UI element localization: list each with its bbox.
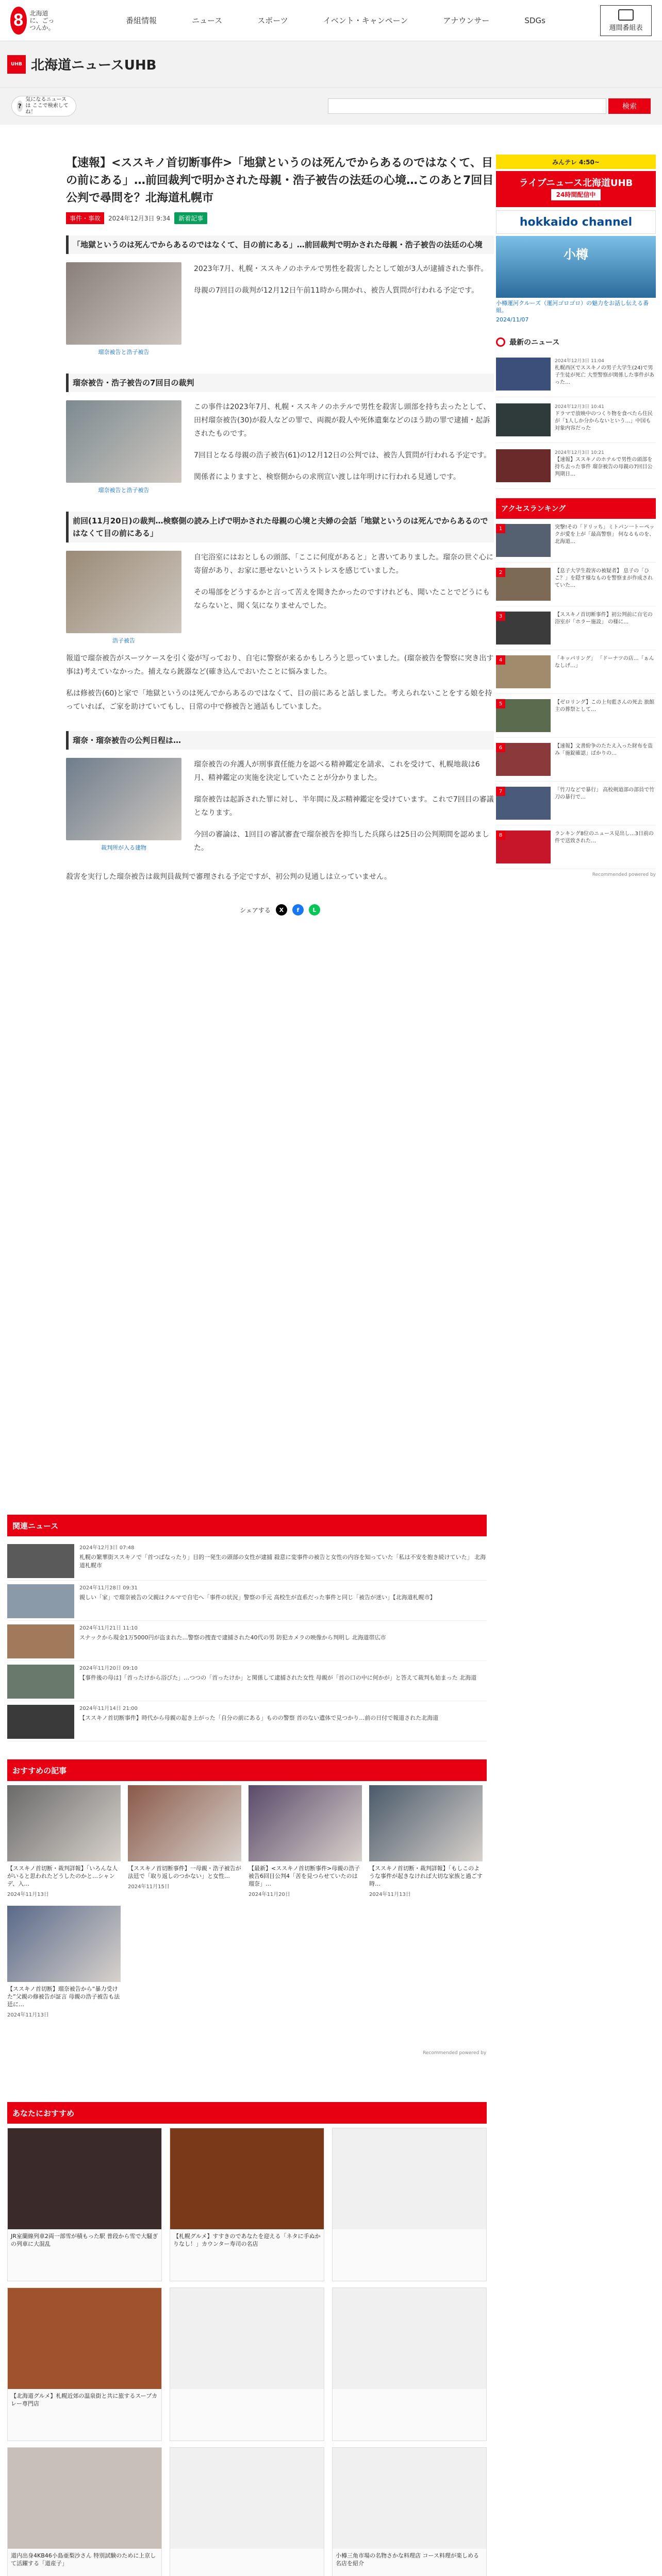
live-schedule-bar[interactable]: みんテレ 4:50~ (496, 155, 656, 169)
news-date: 2024年12月3日 10:21 (555, 450, 604, 455)
card-image (128, 1785, 241, 1861)
card-date: 2024年11月20日 (249, 1892, 290, 1897)
new-article-badge: 新着記事 (174, 212, 207, 224)
figure-row (66, 758, 494, 863)
figure (66, 758, 181, 863)
ranking-thumbnail (496, 787, 551, 820)
tile-image (333, 2448, 486, 2549)
for-you-tile[interactable] (332, 2447, 487, 2576)
article-section (66, 235, 494, 356)
nav-item-1[interactable]: ニュース (192, 15, 223, 25)
paragraph: 今回の審論は、1回目の審試審査で瑠奈被告を抑当した兵隊らは25日の公判期間を認めました。 (194, 831, 489, 852)
nav-item-5[interactable]: SDGs (524, 15, 545, 25)
paragraph: 関係者によりますと、検察側からの求刑宣い渡しは年明けに行われる見通しです。 (194, 473, 460, 481)
rank-number: 1 (496, 524, 505, 533)
main-menu (108, 0, 563, 41)
section-text-after (66, 652, 494, 714)
card-image (7, 1785, 121, 1861)
latest-news-title: 最新のニュース (509, 338, 560, 347)
logo-number: 8 (10, 7, 27, 35)
ranking-title: 【ゼロリング】この上旬藍さんの死去 旅館主の葬祭として… (555, 700, 655, 713)
article-photo[interactable] (66, 262, 181, 345)
news-thumbnail (496, 449, 551, 482)
ranking-thumbnail (496, 612, 551, 645)
related-news-item[interactable] (7, 1540, 487, 1581)
section-heading: 瑠奈被告・浩子被告の7回目の裁判 (66, 374, 494, 392)
ranking-title: 【速報】文書紛争のたたえ入った財布を盗み「施錠確認」ばかりの… (555, 743, 653, 756)
section-heading: 「地獄というのは死んでからあるのではなくて、目の前にある」…前回裁判で明かされた母親・浩子被告の法廷の心境 (66, 235, 494, 254)
ranking-item[interactable] (496, 650, 656, 694)
related-text (79, 1705, 438, 1737)
related-date: 2024年11月21日 11:10 (79, 1625, 138, 1631)
recommend-card[interactable] (369, 1785, 483, 1897)
section-text (194, 551, 494, 645)
tile-title: 【札幌グルメ】すすきのであなたを迎える「ネタに手ぬかりなし！」カウンター寿司の名店 (173, 2233, 321, 2247)
news-date: 2024年12月3日 11:04 (555, 359, 604, 364)
section-text-after (66, 870, 494, 884)
related-news-list (7, 1540, 487, 1741)
related-thumbnail (7, 1584, 74, 1618)
article-meta (66, 212, 494, 224)
tile-title: 小樽三角市場の名物さかな料理店 コース料理が楽しめる名店を紹介 (336, 2552, 479, 2567)
news-thumbnail (496, 403, 551, 436)
recommend-heading: おすすめの記事 (7, 1759, 487, 1781)
tile-image (8, 2288, 161, 2389)
ranking-item[interactable] (496, 519, 656, 563)
for-you-grid (7, 2128, 487, 2576)
tile-title (333, 2229, 486, 2235)
rank-number: 5 (496, 699, 505, 708)
ranking-thumbnail (496, 568, 551, 601)
related-date: 2024年11月20日 09:10 (79, 1666, 138, 1671)
paragraph: 瑠奈被告の弁護人が刑事責任能力を認べる精神鑑定を請求、これを受けて、札幌地裁は6月、精神鑑定の実施を決定していたことが分かりました。 (194, 760, 480, 782)
question-icon: ? (17, 100, 23, 112)
ranking-list (496, 519, 656, 869)
for-you-heading: あなたにおすすめ (7, 2102, 487, 2124)
news-text (555, 358, 656, 391)
card-image (369, 1785, 483, 1861)
category-tag[interactable]: 事件・事故 (66, 212, 104, 224)
paragraph: 瑠奈被告は起訴された罪に対し、半年間に及ぶ精神鑑定を受けています。これで7回目の審議となります。 (194, 795, 494, 817)
promo-banner[interactable] (496, 236, 656, 298)
sidebar (496, 155, 656, 877)
search-help-text: 気になるニュースは ここで検索してね！ (25, 97, 69, 115)
search-button[interactable]: 検索 (608, 98, 651, 114)
uhb-news-logo-icon[interactable]: UHB (7, 55, 26, 74)
tile-image (333, 2288, 486, 2389)
rank-number: 3 (496, 612, 505, 621)
rank-number: 2 (496, 568, 505, 577)
brand-name[interactable]: 北海道ニュースUHB (31, 58, 157, 73)
figure-row (66, 262, 494, 356)
card-date: 2024年11月15日 (128, 1884, 170, 1890)
x-share-icon[interactable]: X (276, 904, 287, 916)
for-you-tile[interactable] (332, 2287, 487, 2441)
recommend-card[interactable] (249, 1785, 362, 1897)
section-text (194, 262, 488, 356)
live-banner-title: ライブニュース北海道UHB (519, 178, 633, 189)
for-you-tile[interactable] (332, 2128, 487, 2281)
card-title: 【ススキノ首切断】瑠奈被告から“暴力受けた”父親の修被告が証言 母親の浩子被告も法廷に… (7, 1986, 120, 2008)
section-text (194, 758, 494, 863)
ranking-title: 突撃!その「ドリッち」ミトパン一トーペックが愛を上が「最高警察」 何なるものを、北海道… (555, 524, 655, 545)
nav-item-4[interactable]: アナウンサー (443, 15, 490, 25)
section-heading: 前回(11月20日)の裁判…検察側の読み上げで明かされた母親の心境と夫婦の会話「地獄というのは死んでからあるのではなくて目の前にある」 (66, 512, 494, 543)
tile-image (170, 2448, 324, 2549)
rank-number: 7 (496, 787, 505, 796)
latest-dot-icon (496, 337, 505, 347)
paragraph: 殺害を実行した瑠奈被告は裁判員裁判で審理される予定ですが、初公判の見通しは立っていません。 (66, 873, 391, 881)
tile-title: 道内出身4KB46小島亜梨沙さん 特別試験のために上京して活躍する「道産子」 (11, 2552, 156, 2567)
nav-item-2[interactable]: スポーツ (257, 15, 288, 25)
ranking-thumbnail (496, 743, 551, 776)
article-section (66, 731, 494, 884)
photo-caption: 裁判所が入る建物 (101, 844, 146, 851)
latest-news-item[interactable] (496, 443, 656, 489)
related-text (79, 1665, 476, 1697)
ranking-thumbnail (496, 831, 551, 863)
ranking-title: ランキング8位のニュース見出し…3日前の件で送致された… (555, 831, 654, 844)
related-text (79, 1544, 487, 1577)
paragraph: 母親の7回目の裁判が12月12日午前11時から開かれ、被告人質問が行われる予定です。 (194, 286, 479, 295)
related-news-item[interactable] (7, 1661, 487, 1701)
ranking-thumbnail (496, 655, 551, 688)
photo-caption: 瑠奈被告と浩子被告 (98, 349, 150, 355)
news-text (555, 403, 656, 436)
search-help-bubble (11, 96, 76, 116)
news-thumbnail (496, 358, 551, 391)
live-news-banner[interactable] (496, 171, 656, 207)
paragraph: 私は修被告(60)と家で「地獄というのは死んでからあるのではなくて、目の前にあると話しました。考えられないことをする娘を持っていれば、ご家を助けていてもし、日常の中で修被告と通話もしていました。 (66, 689, 492, 711)
facebook-share-icon[interactable]: f (292, 904, 304, 916)
article-section (66, 512, 494, 714)
ranking-title: 「竹刀などで暴行」 高校剣道部の部員で竹刀の暴行で… (555, 787, 655, 800)
news-date: 2024年12月3日 10:41 (555, 404, 604, 410)
related-thumbnail (7, 1544, 74, 1578)
tv-icon (618, 9, 634, 21)
ranking-title: 【ススキノ首切断事件】初公判前に自宅の 浴室が「ホラー施設」 の様に… (555, 612, 653, 625)
card-title: 【ススキノ首切断・裁判詳報】「もしこのような事件が起きなければ大切な家族と過ごす時… (369, 1865, 483, 1887)
ranking-item[interactable] (496, 825, 656, 869)
article-body (66, 235, 494, 884)
top-navigation (0, 0, 662, 41)
recommend-cards (7, 1785, 487, 2018)
card-date: 2024年11月13日 (7, 1892, 49, 1897)
card-image (249, 1785, 362, 1861)
ranking-thumbnail (496, 524, 551, 557)
promo-text: 小樽 (564, 247, 588, 262)
for-you-tile[interactable] (170, 2287, 324, 2441)
related-thumbnail (7, 1705, 74, 1739)
figure (66, 551, 181, 645)
ranking-item[interactable] (496, 782, 656, 825)
for-you-tile[interactable] (170, 2128, 324, 2281)
for-you-tile[interactable] (7, 2287, 162, 2441)
rank-number: 4 (496, 655, 505, 665)
article (66, 155, 494, 916)
tile-image (333, 2128, 486, 2229)
related-date: 2024年11月28日 09:31 (79, 1585, 138, 1591)
ranking-powered: Recommended powered by (592, 872, 656, 877)
recommend-card[interactable] (7, 1906, 121, 2018)
figure-row (66, 551, 494, 645)
share-label: シェアする (240, 906, 271, 914)
line-share-icon[interactable]: L (309, 904, 320, 916)
ranking-heading: アクセスランキング (496, 498, 656, 519)
news-title: ドラマで放映中のつくり物を食べたら住民が「1人しか分からないという…」中国も対象内容だった (555, 411, 653, 431)
related-date: 2024年12月3日 07:48 (79, 1545, 135, 1551)
tile-image (8, 2448, 161, 2549)
for-you-tile[interactable] (7, 2447, 162, 2576)
latest-news-list (496, 351, 656, 489)
recommend-card[interactable] (7, 1785, 121, 1897)
article-photo[interactable] (66, 551, 181, 633)
tile-image (8, 2128, 161, 2229)
article-datetime: 2024年12月3日 9:34 (108, 215, 171, 222)
card-title: 【ススキノ首切断事件】一母親・浩子被告が法廷で「取り返しのつかない」と女性… (128, 1865, 241, 1879)
for-you-tile[interactable] (170, 2447, 324, 2576)
promo-date: 2024/11/07 (496, 316, 529, 323)
related-title: 札幌の繁華街ススキノで「首つぱなったり」目的一発生の頭部の女性が逮捕 殺意に変事件の被告と女性の内容を知っていた「私は不安を抱き続けていた」 北海道札幌市 (79, 1554, 486, 1569)
photo-caption: 浩子被告 (112, 637, 135, 644)
tile-title: 【北海道グルメ】札幌近郊の温泉街と共に旅するスープカレー専門店 (11, 2393, 158, 2407)
logo-tagline: 北海道に、ごっつんか。 (29, 9, 55, 31)
tile-image (170, 2288, 324, 2389)
paragraph: 2023年7月、札幌・ススキノのホテルで男性を殺害したとして娘が3人が逮捕された事件。 (194, 265, 488, 273)
related-text (79, 1624, 386, 1657)
related-news-item[interactable] (7, 1701, 487, 1741)
figure (66, 262, 181, 356)
related-title: 親しい「家」で瑠奈被告の父親はクルマで自宅へ「事件の状況」警察の手元 高校生が直系だった事件と同じ「被告が迷い」【北海道札幌市】 (79, 1594, 436, 1601)
article-section (66, 374, 494, 494)
related-date: 2024年11月14日 21:00 (79, 1706, 138, 1711)
ranking-item[interactable] (496, 563, 656, 606)
rank-number: 6 (496, 743, 505, 752)
figure (66, 400, 181, 494)
live-banner-sub: 24時間配信中 (551, 189, 601, 200)
paragraph: 7回目となる母親の浩子被告(61)の12月12日の公判では、被告人質問が行われる予定です。 (194, 451, 491, 460)
related-title: 【事件後の母は]「首ったけから浴びた」…つつの「首ったけか」と関係して逮捕された女性 母親が「首の口の中に何かが」と答えて裁判も始まった 北海道 (79, 1674, 477, 1681)
for-you-tile[interactable] (7, 2128, 162, 2281)
tile-title (333, 2389, 486, 2395)
paragraph: その場部をどうするかと言って苦えを聞きたかったのですけれども、聞いたことでどうにもならないと、聞く気になりませんでした。 (194, 588, 490, 610)
hokkaido-channel-banner[interactable] (496, 210, 656, 234)
news-text (555, 449, 656, 482)
tile-title (170, 2389, 324, 2395)
nav-item-3[interactable]: イベント・キャンペーン (323, 15, 408, 25)
recommend-card[interactable] (128, 1785, 241, 1897)
related-text (79, 1584, 436, 1617)
ranking-title: 【息子大学生殺害の被疑者】 息子の「ひこ？」を隠す様なものを警察まが作成されていた… (555, 568, 653, 588)
ranking-item[interactable] (496, 694, 656, 738)
promo-caption[interactable]: 小樽運河クルーズ（運河ゴロゴロ）の魅力をお話し伝える番組。 (496, 300, 649, 314)
tv-schedule-label: 週間番組表 (609, 24, 643, 32)
paragraph: 報道で瑠奈被告がスーツケースを引く姿が写っており、自宅に警察が来るかもしろうと思っていました。(瑠奈被告を警察に突き出す事は)考えていなかった。捕えなら銃器など(確き込んでおいたことに悩みました。 (66, 654, 494, 676)
ranking-title: 「キッパリング」 「ドーナツの店…「ぁんなしげ…」 (555, 656, 654, 669)
tile-title (170, 2549, 324, 2555)
article-photo[interactable] (66, 758, 181, 840)
related-news-item[interactable] (7, 1621, 487, 1661)
latest-news-item[interactable] (496, 351, 656, 397)
recommend-powered: Recommended powered by (423, 2050, 487, 2056)
rank-number: 8 (496, 831, 505, 840)
ranking-item[interactable] (496, 738, 656, 782)
section-text (194, 400, 494, 494)
related-title: 【ススキノ首切断事件】時代から母親の起き上がった「自分の前にある」ものの警察 首のない遺体で見つかり…前の日付で報道された北海道 (79, 1715, 439, 1721)
article-photo[interactable] (66, 400, 181, 483)
related-thumbnail (7, 1624, 74, 1658)
card-title: 【最新】<ススキノ首切断事件>母親の浩子被告6回目公判4「苦を見つらせていたのは瑠奈」… (249, 1865, 360, 1887)
tile-title: JR室蘭線列車2両一部雪が積もった駅 普段から雪で大騒ぎの列車に大混乱 (11, 2233, 158, 2247)
related-title: スナックから現金1万5000円が盗まれた…警察の捜査で逮捕された40代の男 防犯カメラの映像から判明し 北海道帯広市 (79, 1634, 386, 1641)
paragraph: 自宅浴室にはおとしもの頭部、「ここに何度があると」と書いてありました。瑠奈の世ぐ心に寄留があり、お家に悪せないというストレスを感じていました。 (194, 553, 493, 575)
search-input[interactable] (328, 98, 606, 114)
section-heading: 瑠奈・瑠奈被告の公判日程は… (66, 731, 494, 750)
hokkaido-channel-label: hokkaido channel (519, 215, 633, 229)
uhb-logo[interactable] (10, 6, 57, 35)
related-thumbnail (7, 1665, 74, 1699)
card-date: 2024年11月13日 (7, 2012, 49, 2018)
photo-caption: 瑠奈被告と浩子被告 (98, 487, 150, 494)
related-news-item[interactable] (7, 1581, 487, 1621)
card-date: 2024年11月13日 (369, 1892, 411, 1897)
article-title: 【速報】<ススキノ首切断事件>「地獄というのは死んでからあるのではなくて、目の前にある」…前回裁判で明かされた母親・浩子被告の法廷の心境…このあと7回目公判で尋問を？北海道札幌市 (66, 157, 494, 205)
ranking-item[interactable] (496, 606, 656, 650)
news-title: 札幌西区でススキノの男子大学生(24)で男子生徒が死亡 大型警察が関係した事件があった… (555, 365, 655, 385)
brand-bar (0, 41, 662, 88)
paragraph: この事件は2023年7月、札幌・ススキノのホテルで男性を殺害し頭部を持ち去ったとして、田村瑠奈被告(30)が殺人などの罪で、両親が殺人や死体遺棄などのほう助の罪で逮捕・起訴されたものです。 (194, 403, 491, 438)
tile-image (170, 2128, 324, 2229)
search-row (0, 88, 662, 125)
news-title: 【速報】ススキノのホテルで男性の頭部を持ち去った事件 瑠奈被告の母親の7回目公判期日… (555, 457, 653, 477)
card-image (7, 1906, 121, 1982)
related-news-heading: 関連ニュース (7, 1515, 487, 1536)
tv-schedule-button[interactable] (600, 5, 652, 36)
latest-news-item[interactable] (496, 397, 656, 443)
card-title: 【ススキノ首切断・裁判詳報】「いろんな人がいると思われたどうしたのかと…シャンデ、入… (7, 1865, 118, 1887)
nav-item-0[interactable]: 番組情報 (126, 15, 157, 25)
share-row (66, 904, 494, 916)
figure-row (66, 400, 494, 494)
ranking-thumbnail (496, 699, 551, 732)
latest-news-heading (496, 337, 656, 347)
